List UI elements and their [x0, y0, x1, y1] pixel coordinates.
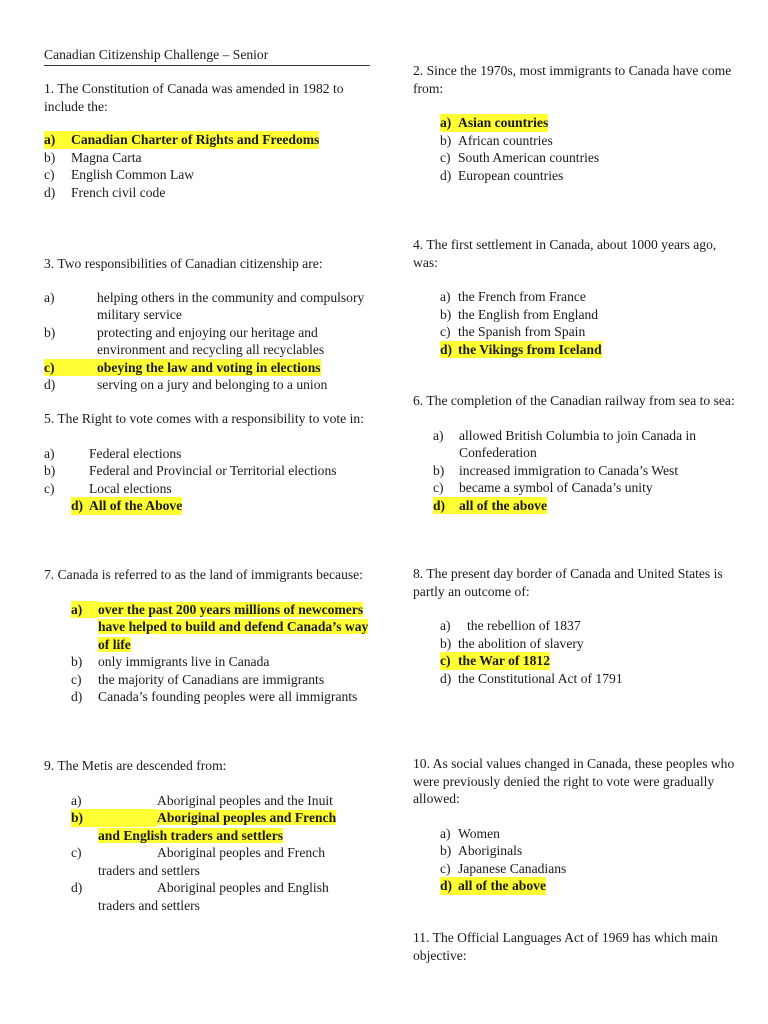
question-11 [413, 929, 743, 964]
answer-option: d) Canada’s founding peoples were all immigrants [71, 689, 358, 704]
answer-option: d) all of the above [440, 878, 546, 893]
answer-option: b) African countries [440, 132, 553, 148]
answer-option: a) the French from France [440, 289, 586, 304]
question-stem: 7. Canada is referred to as the land of immigrants because: [44, 567, 363, 582]
answer-option: d) French civil code [44, 184, 166, 200]
answer-option: c) became a symbol of Canada’s unity [433, 480, 653, 495]
answer-option: c) Local elections [44, 480, 172, 496]
answer-option: a) allowed British Columbia to join Canada in Confederation [433, 427, 697, 460]
question-2 [413, 62, 743, 184]
question-9 [44, 757, 374, 914]
question-stem: 4. The first settlement in Canada, about 1000 years ago, was: [413, 237, 717, 270]
question-5 [44, 410, 374, 515]
question-stem: 11. The Official Languages Act of 1969 has which main objective: [413, 930, 718, 963]
question-10 [413, 755, 743, 895]
answer-option: a) the rebellion of 1837 [440, 618, 581, 633]
question-stem: 10. As social values changed in Canada, these peoples who were previously denied the right to vote were gradually allowed: [413, 756, 735, 806]
question-stem: 1. The Constitution of Canada was amended in 1982 to include the: [44, 81, 344, 114]
question-stem: 5. The Right to vote comes with a responsibility to vote in: [44, 411, 364, 426]
answer-option: d) All of the Above [71, 498, 183, 513]
question-6 [413, 392, 743, 514]
question-1 [44, 80, 374, 201]
answer-option: a) over the past 200 years millions of newcomers have helped to build and defend Canada’s way of life [71, 601, 369, 652]
question-stem: 2. Since the 1970s, most immigrants to Canada have come from: [413, 63, 732, 96]
question-7 [44, 566, 374, 706]
answer-option: d) all of the above [433, 497, 547, 513]
answer-option: b) Magna Carta [44, 149, 142, 165]
answer-option: a) Aboriginal peoples and the Inuit [71, 792, 333, 808]
answer-option: a) helping others in the community and compulsory military service [44, 289, 365, 322]
question-stem: 9. The Metis are descended from: [44, 758, 227, 773]
answer-option: c) the Spanish from Spain [440, 324, 586, 339]
answer-option: d) Aboriginal peoples and English traders and settlers [71, 880, 329, 913]
answer-option: b) Federal and Provincial or Territorial elections [44, 463, 337, 478]
question-8 [413, 565, 743, 687]
answer-option: a) Canadian Charter of Rights and Freedoms [44, 132, 320, 147]
document-title: Canadian Citizenship Challenge – Senior [44, 46, 370, 66]
answer-option: c) obeying the law and voting in elections [44, 359, 321, 375]
question-4 [413, 236, 743, 358]
answer-option: b) Aboriginal peoples and French and English traders and settlers [71, 810, 337, 843]
answer-option: d) European countries [440, 167, 564, 183]
answer-option: c) Aboriginal peoples and French traders and settlers [71, 845, 325, 878]
answer-option: c) English Common Law [44, 167, 195, 182]
answer-option: d) the Vikings from Iceland [440, 341, 602, 357]
answer-option: c) the War of 1812 [440, 653, 551, 668]
question-stem: 3. Two responsibilities of Canadian citizenship are: [44, 256, 323, 271]
answer-option: b) protecting and enjoying our heritage and environment and recycling all recyclables [44, 324, 325, 357]
question-3 [44, 255, 374, 394]
answer-option: b) only immigrants live in Canada [71, 654, 270, 669]
answer-option: a) Federal elections [44, 445, 182, 461]
answer-option: a) Women [440, 825, 500, 841]
answer-option: c) South American countries [440, 150, 600, 165]
answer-option: d) the Constitutional Act of 1791 [440, 670, 623, 686]
question-stem: 8. The present day border of Canada and United States is partly an outcome of: [413, 566, 723, 599]
answer-option: c) Japanese Canadians [440, 860, 567, 876]
question-stem: 6. The completion of the Canadian railway from sea to sea: [413, 393, 735, 408]
answer-option: c) the majority of Canadians are immigrants [71, 671, 325, 687]
answer-option: b) Aboriginals [440, 843, 523, 858]
answer-option: b) the English from England [440, 306, 599, 322]
answer-option: b) increased immigration to Canada’s West [433, 462, 679, 478]
answer-option: b) the abolition of slavery [440, 635, 584, 651]
answer-option: a) Asian countries [440, 115, 549, 130]
answer-option: d) serving on a jury and belonging to a union [44, 377, 328, 392]
